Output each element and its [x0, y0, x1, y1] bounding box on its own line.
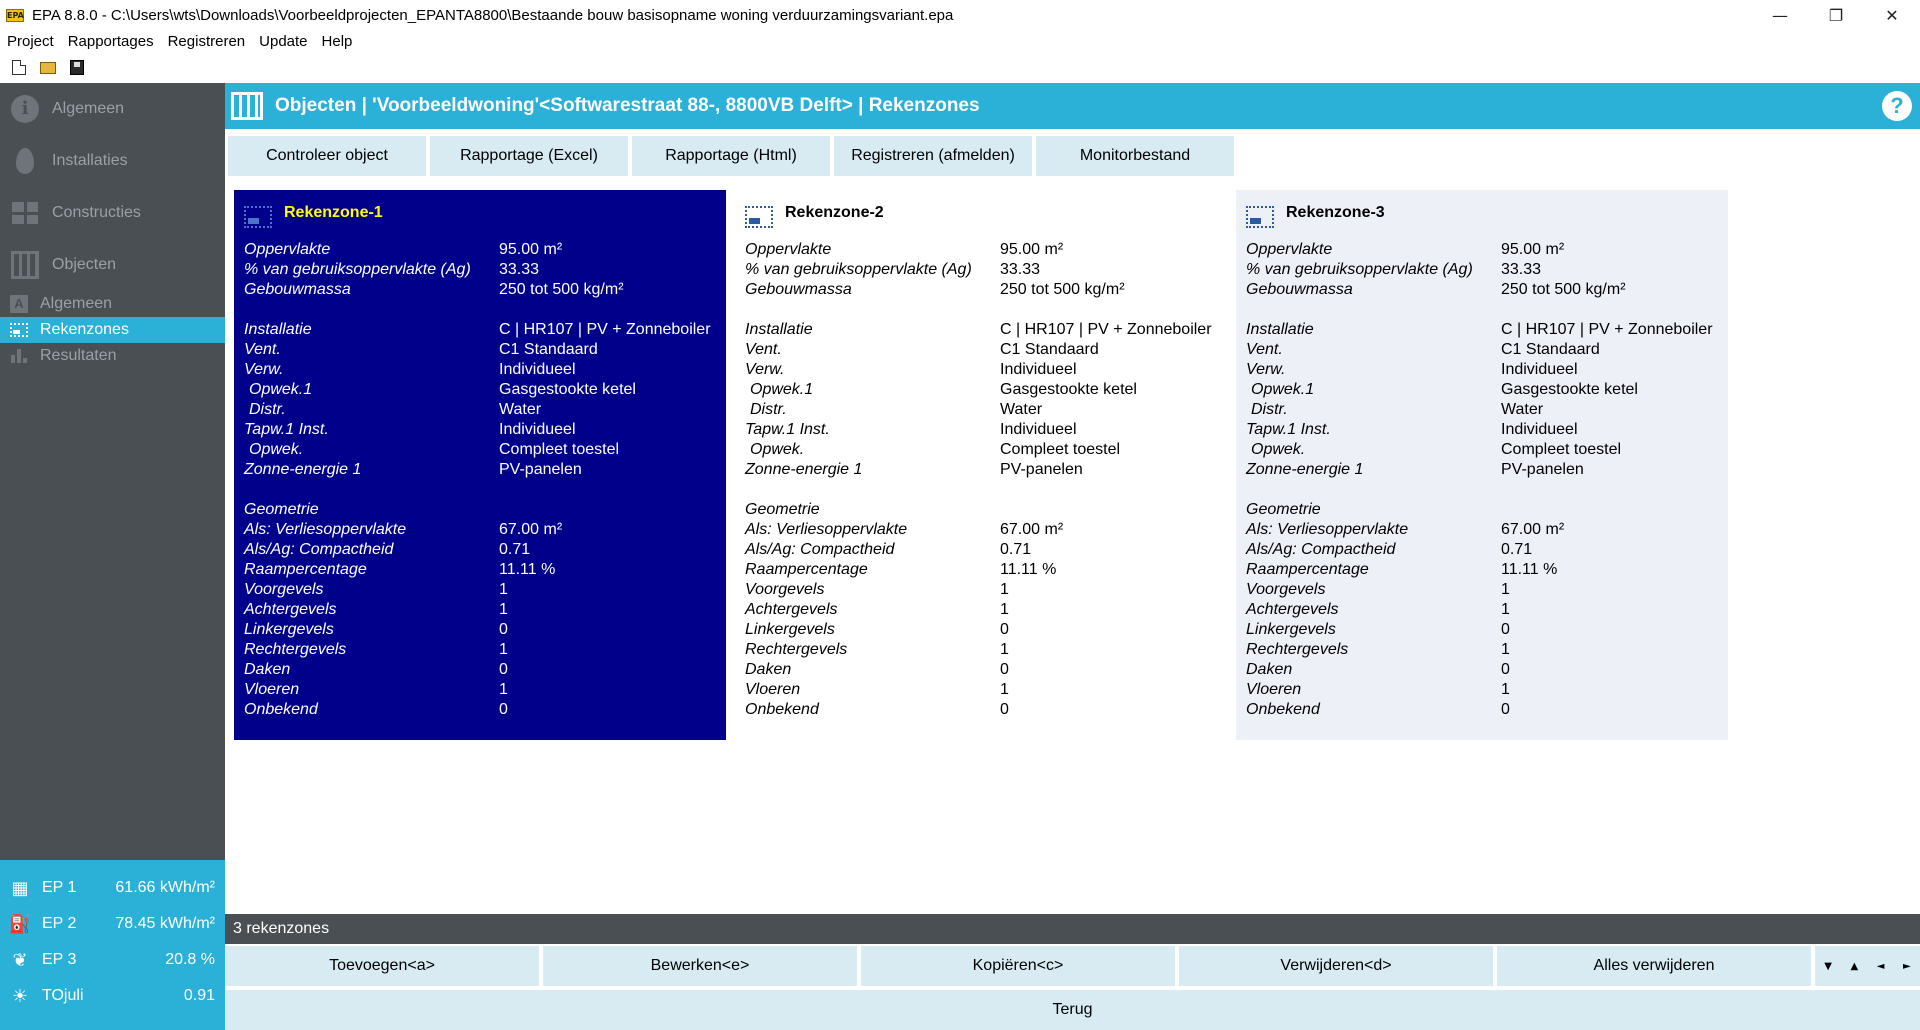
open-folder-icon[interactable] — [40, 62, 56, 74]
copy-button[interactable]: Kopiëren<c> — [861, 946, 1175, 986]
prop-value: 95.00 m² — [1000, 241, 1064, 258]
prop-value: 95.00 m² — [499, 241, 563, 258]
prop-value: Individueel — [1501, 421, 1578, 438]
prop-label: Vloeren — [745, 681, 801, 698]
prop-label: Voorgevels — [1246, 581, 1326, 598]
prop-value: 0.71 — [499, 541, 531, 558]
prop-label: Linkergevels — [745, 621, 835, 638]
prop-label: Installatie — [244, 321, 312, 338]
close-button[interactable]: ✕ — [1885, 5, 1899, 25]
prop-label: Tapw.1 Inst. — [1246, 421, 1331, 438]
prop-label: Daken — [1246, 661, 1293, 678]
sidebar-subitem-rekenzones[interactable] — [0, 317, 225, 343]
prop-value: Individueel — [499, 421, 576, 438]
prop-value: C1 Standaard — [499, 341, 598, 358]
prop-label: Als: Verliesoppervlakte — [244, 521, 407, 538]
prop-value: 95.00 m² — [1501, 241, 1565, 258]
prop-value: 0 — [1501, 661, 1510, 678]
prop-value: 1 — [1501, 641, 1510, 658]
prop-label: Gebouwmassa — [745, 281, 852, 298]
prop-label: Vloeren — [1246, 681, 1302, 698]
flame-icon — [16, 148, 34, 174]
prop-label: Achtergevels — [1246, 601, 1339, 618]
prop-label: Daken — [244, 661, 291, 678]
menu-help[interactable]: Help — [321, 32, 353, 50]
prop-value: 1 — [1000, 601, 1009, 618]
prop-label: Verw. — [244, 361, 284, 378]
info-icon: i — [11, 95, 39, 123]
ep-label: EP 3 — [42, 951, 77, 968]
navigation-buttons — [1815, 946, 1920, 986]
page-header — [225, 83, 1920, 129]
toolbar — [0, 54, 1920, 80]
building-icon: ▦ — [11, 877, 29, 899]
prop-value: C | HR107 | PV + Zonneboiler — [499, 321, 711, 338]
prop-label: Achtergevels — [244, 601, 337, 618]
prop-label: Geometrie — [1246, 501, 1321, 518]
prop-label: Onbekend — [244, 701, 318, 718]
prop-label: Rechtergevels — [1246, 641, 1349, 658]
prop-value: 0 — [1000, 621, 1009, 638]
status-bar: 3 rekenzones — [225, 914, 1920, 944]
prop-value: 33.33 — [499, 261, 540, 278]
prop-label: Onbekend — [745, 701, 819, 718]
prop-label: Installatie — [1246, 321, 1314, 338]
prop-label: Als: Verliesoppervlakte — [1246, 521, 1409, 538]
prop-value: 1 — [499, 581, 508, 598]
menu-registreren[interactable]: Registreren — [167, 32, 246, 50]
prop-value: 33.33 — [1501, 261, 1542, 278]
prop-label: Als/Ag: Compactheid — [1246, 541, 1396, 558]
prop-value: 0 — [499, 661, 508, 678]
sidebar-subitem-label: Algemeen — [40, 295, 113, 312]
prop-value: Individueel — [1000, 361, 1077, 378]
prop-label: Tapw.1 Inst. — [244, 421, 329, 438]
sidebar-item-installaties[interactable] — [0, 135, 225, 187]
prop-value: 0 — [499, 621, 508, 638]
move-left-icon[interactable]: ◄ — [1876, 960, 1885, 972]
ep-row — [0, 870, 225, 906]
zone-icon — [244, 206, 272, 228]
prop-value: 0.71 — [1501, 541, 1533, 558]
prop-label: Vent. — [745, 341, 782, 358]
ep-value: 78.45 kWh/m² — [115, 915, 215, 932]
bottom-action-bar — [225, 946, 1920, 986]
prop-label: Raampercentage — [1246, 561, 1369, 578]
prop-label: Geometrie — [244, 501, 319, 518]
prop-value: 1 — [499, 681, 508, 698]
prop-value: 67.00 m² — [1501, 521, 1565, 538]
zone-name: Rekenzone-2 — [785, 204, 884, 221]
prop-label: Als: Verliesoppervlakte — [745, 521, 908, 538]
menu-bar — [0, 30, 1920, 52]
prop-label: Linkergevels — [1246, 621, 1336, 638]
prop-label: Opwek. — [249, 441, 304, 458]
sidebar-subitem-label: Rekenzones — [40, 321, 129, 338]
prop-value: Compleet toestel — [499, 441, 620, 458]
prop-value: 250 tot 500 kg/m² — [1000, 281, 1125, 298]
delete-all-button[interactable]: Alles verwijderen — [1497, 946, 1811, 986]
prop-label: Verw. — [1246, 361, 1286, 378]
ep-value: 20.8 % — [165, 951, 215, 968]
prop-value: 1 — [1501, 601, 1510, 618]
prop-label: Raampercentage — [244, 561, 367, 578]
prop-label: % van gebruiksoppervlakte (Ag) — [1246, 261, 1473, 278]
prop-label: Raampercentage — [745, 561, 868, 578]
prop-label: Distr. — [750, 401, 787, 418]
prop-value: 11.11 % — [1501, 561, 1558, 578]
ep-label: EP 2 — [42, 915, 77, 932]
prop-label: Zonne-energie 1 — [244, 461, 362, 478]
move-up-icon[interactable]: ▲ — [1850, 960, 1859, 972]
prop-value: 1 — [1501, 581, 1510, 598]
prop-value: 1 — [1000, 581, 1009, 598]
sidebar-subitem-label: Resultaten — [40, 347, 117, 364]
page-title: Objecten | 'Voorbeeldwoning'<Softwarestraat 88-, 8800VB Delft> | Rekenzones — [275, 95, 980, 116]
prop-label: Vent. — [1246, 341, 1283, 358]
prop-value: Individueel — [1501, 361, 1578, 378]
prop-value: PV-panelen — [1501, 461, 1584, 478]
prop-value: PV-panelen — [499, 461, 582, 478]
menu-project[interactable]: Project — [7, 32, 54, 50]
prop-label: Distr. — [249, 401, 286, 418]
sidebar-item-label: Algemeen — [52, 100, 125, 117]
building-icon — [231, 92, 263, 120]
prop-value: C1 Standaard — [1501, 341, 1600, 358]
zone-card[interactable] — [735, 190, 1227, 740]
zone-card[interactable] — [234, 190, 726, 740]
prop-value: Individueel — [1000, 421, 1077, 438]
prop-label: % van gebruiksoppervlakte (Ag) — [745, 261, 972, 278]
zone-icon — [745, 206, 773, 228]
ep-row — [0, 906, 225, 942]
title-bar — [0, 0, 1920, 30]
prop-label: Opwek.1 — [249, 381, 313, 398]
report-html-button[interactable]: Rapportage (Html) — [632, 136, 830, 176]
zone-name: Rekenzone-1 — [284, 204, 383, 221]
prop-label: Achtergevels — [745, 601, 838, 618]
prop-value: 1 — [1000, 641, 1009, 658]
back-button[interactable]: Terug — [225, 990, 1920, 1030]
general-icon: A — [10, 295, 28, 313]
prop-label: Linkergevels — [244, 621, 334, 638]
prop-label: Oppervlakte — [1246, 241, 1333, 258]
prop-label: Zonne-energie 1 — [1246, 461, 1364, 478]
sidebar-subitem-algemeen[interactable] — [0, 291, 225, 317]
ep-value: 61.66 kWh/m² — [115, 879, 215, 896]
zone-icon — [1246, 206, 1274, 228]
zone-icon — [10, 323, 28, 337]
ep-row — [0, 978, 225, 1014]
prop-value: 1 — [1000, 681, 1009, 698]
prop-value: 11.11 % — [499, 561, 556, 578]
prop-label: Als/Ag: Compactheid — [745, 541, 895, 558]
check-object-button[interactable]: Controleer object — [228, 136, 426, 176]
add-button[interactable]: Toevoegen<a> — [225, 946, 539, 986]
prop-label: Verw. — [745, 361, 785, 378]
prop-label: Installatie — [745, 321, 813, 338]
ep-results-panel — [0, 860, 225, 1030]
prop-label: Gebouwmassa — [1246, 281, 1353, 298]
prop-value: 11.11 % — [1000, 561, 1057, 578]
menu-update[interactable]: Update — [259, 32, 308, 50]
prop-value: Compleet toestel — [1000, 441, 1121, 458]
prop-label: Als/Ag: Compactheid — [244, 541, 394, 558]
ep-row — [0, 942, 225, 978]
constructions-icon — [12, 202, 38, 224]
prop-value: C | HR107 | PV + Zonneboiler — [1501, 321, 1713, 338]
report-excel-button[interactable]: Rapportage (Excel) — [430, 136, 628, 176]
sidebar-item-objecten[interactable] — [0, 239, 225, 291]
prop-label: Rechtergevels — [244, 641, 347, 658]
zone-card[interactable] — [1236, 190, 1728, 740]
delete-button[interactable]: Verwijderen<d> — [1179, 946, 1493, 986]
prop-label: Daken — [745, 661, 792, 678]
ep-label: TOjuli — [42, 987, 84, 1004]
sun-icon: ☀ — [11, 985, 29, 1007]
building-icon — [11, 251, 39, 279]
menu-rapportages[interactable]: Rapportages — [67, 32, 154, 50]
prop-label: Distr. — [1251, 401, 1288, 418]
prop-label: % van gebruiksoppervlakte (Ag) — [244, 261, 471, 278]
prop-value: Individueel — [499, 361, 576, 378]
action-bar — [228, 136, 1234, 176]
prop-value: 0.71 — [1000, 541, 1032, 558]
prop-value: 250 tot 500 kg/m² — [499, 281, 624, 298]
prop-value: Water — [1501, 401, 1544, 418]
prop-label: Opwek. — [750, 441, 805, 458]
prop-label: Tapw.1 Inst. — [745, 421, 830, 438]
leaf-icon: ❦ — [12, 949, 28, 971]
prop-label: Rechtergevels — [745, 641, 848, 658]
prop-value: Compleet toestel — [1501, 441, 1622, 458]
sidebar-subitem-resultaten[interactable] — [0, 343, 225, 369]
prop-value: Gasgestookte ketel — [1000, 381, 1137, 398]
sidebar-item-constructies[interactable] — [0, 187, 225, 239]
prop-value: C1 Standaard — [1000, 341, 1099, 358]
ep-label: EP 1 — [42, 879, 77, 896]
prop-label: Vent. — [244, 341, 281, 358]
prop-value: 0 — [1000, 701, 1009, 718]
prop-label: Oppervlakte — [745, 241, 832, 258]
prop-value: 0 — [1501, 621, 1510, 638]
zone-name: Rekenzone-3 — [1286, 204, 1385, 221]
prop-value: 67.00 m² — [499, 521, 563, 538]
prop-label: Voorgevels — [244, 581, 324, 598]
prop-label: Zonne-energie 1 — [745, 461, 863, 478]
sidebar-item-label: Constructies — [52, 204, 141, 221]
prop-value: 1 — [499, 641, 508, 658]
new-file-icon[interactable] — [12, 60, 26, 75]
prop-label: Opwek. — [1251, 441, 1306, 458]
prop-value: 67.00 m² — [1000, 521, 1064, 538]
prop-label: Oppervlakte — [244, 241, 331, 258]
window-controls — [1752, 0, 1920, 30]
prop-value: 250 tot 500 kg/m² — [1501, 281, 1626, 298]
prop-value: Gasgestookte ketel — [499, 381, 636, 398]
help-icon[interactable]: ? — [1882, 91, 1912, 121]
prop-label: Voorgevels — [745, 581, 825, 598]
prop-value: 0 — [1501, 701, 1510, 718]
prop-label: Opwek.1 — [750, 381, 814, 398]
prop-value: Water — [499, 401, 542, 418]
prop-value: 0 — [499, 701, 508, 718]
bar-chart-icon — [11, 349, 27, 363]
window-title: EPA 8.8.0 - C:\Users\wts\Downloads\Voorbeeldprojecten_EPANTA8800\Bestaande bouw basisopname woning verduurzamingsvariant.epa — [32, 6, 954, 24]
register-button[interactable]: Registreren (afmelden) — [834, 136, 1032, 176]
prop-value: Gasgestookte ketel — [1501, 381, 1638, 398]
prop-label: Gebouwmassa — [244, 281, 351, 298]
ep-value: 0.91 — [183, 987, 215, 1004]
prop-value: 1 — [499, 601, 508, 618]
prop-label: Geometrie — [745, 501, 820, 518]
prop-label: Onbekend — [1246, 701, 1320, 718]
prop-value: 33.33 — [1000, 261, 1041, 278]
edit-button[interactable]: Bewerken<e> — [543, 946, 857, 986]
prop-value: C | HR107 | PV + Zonneboiler — [1000, 321, 1212, 338]
save-icon[interactable] — [70, 60, 84, 75]
minimize-button[interactable]: — — [1772, 5, 1788, 25]
app-icon: EPA — [7, 10, 24, 20]
sidebar-item-label: Objecten — [52, 256, 117, 273]
prop-value: Water — [1000, 401, 1043, 418]
move-down-icon[interactable]: ▼ — [1824, 960, 1832, 972]
fuel-pump-icon: ⛽ — [8, 913, 32, 935]
sidebar-item-algemeen[interactable] — [0, 83, 225, 135]
prop-label: Vloeren — [244, 681, 300, 698]
prop-value: 1 — [1501, 681, 1510, 698]
restore-button[interactable]: ❐ — [1828, 5, 1844, 25]
sidebar-item-label: Installaties — [52, 152, 128, 169]
prop-value: PV-panelen — [1000, 461, 1083, 478]
sidebar — [0, 83, 225, 860]
move-right-icon[interactable]: ► — [1903, 960, 1911, 972]
monitor-file-button[interactable]: Monitorbestand — [1036, 136, 1234, 176]
prop-value: 0 — [1000, 661, 1009, 678]
prop-label: Opwek.1 — [1251, 381, 1315, 398]
